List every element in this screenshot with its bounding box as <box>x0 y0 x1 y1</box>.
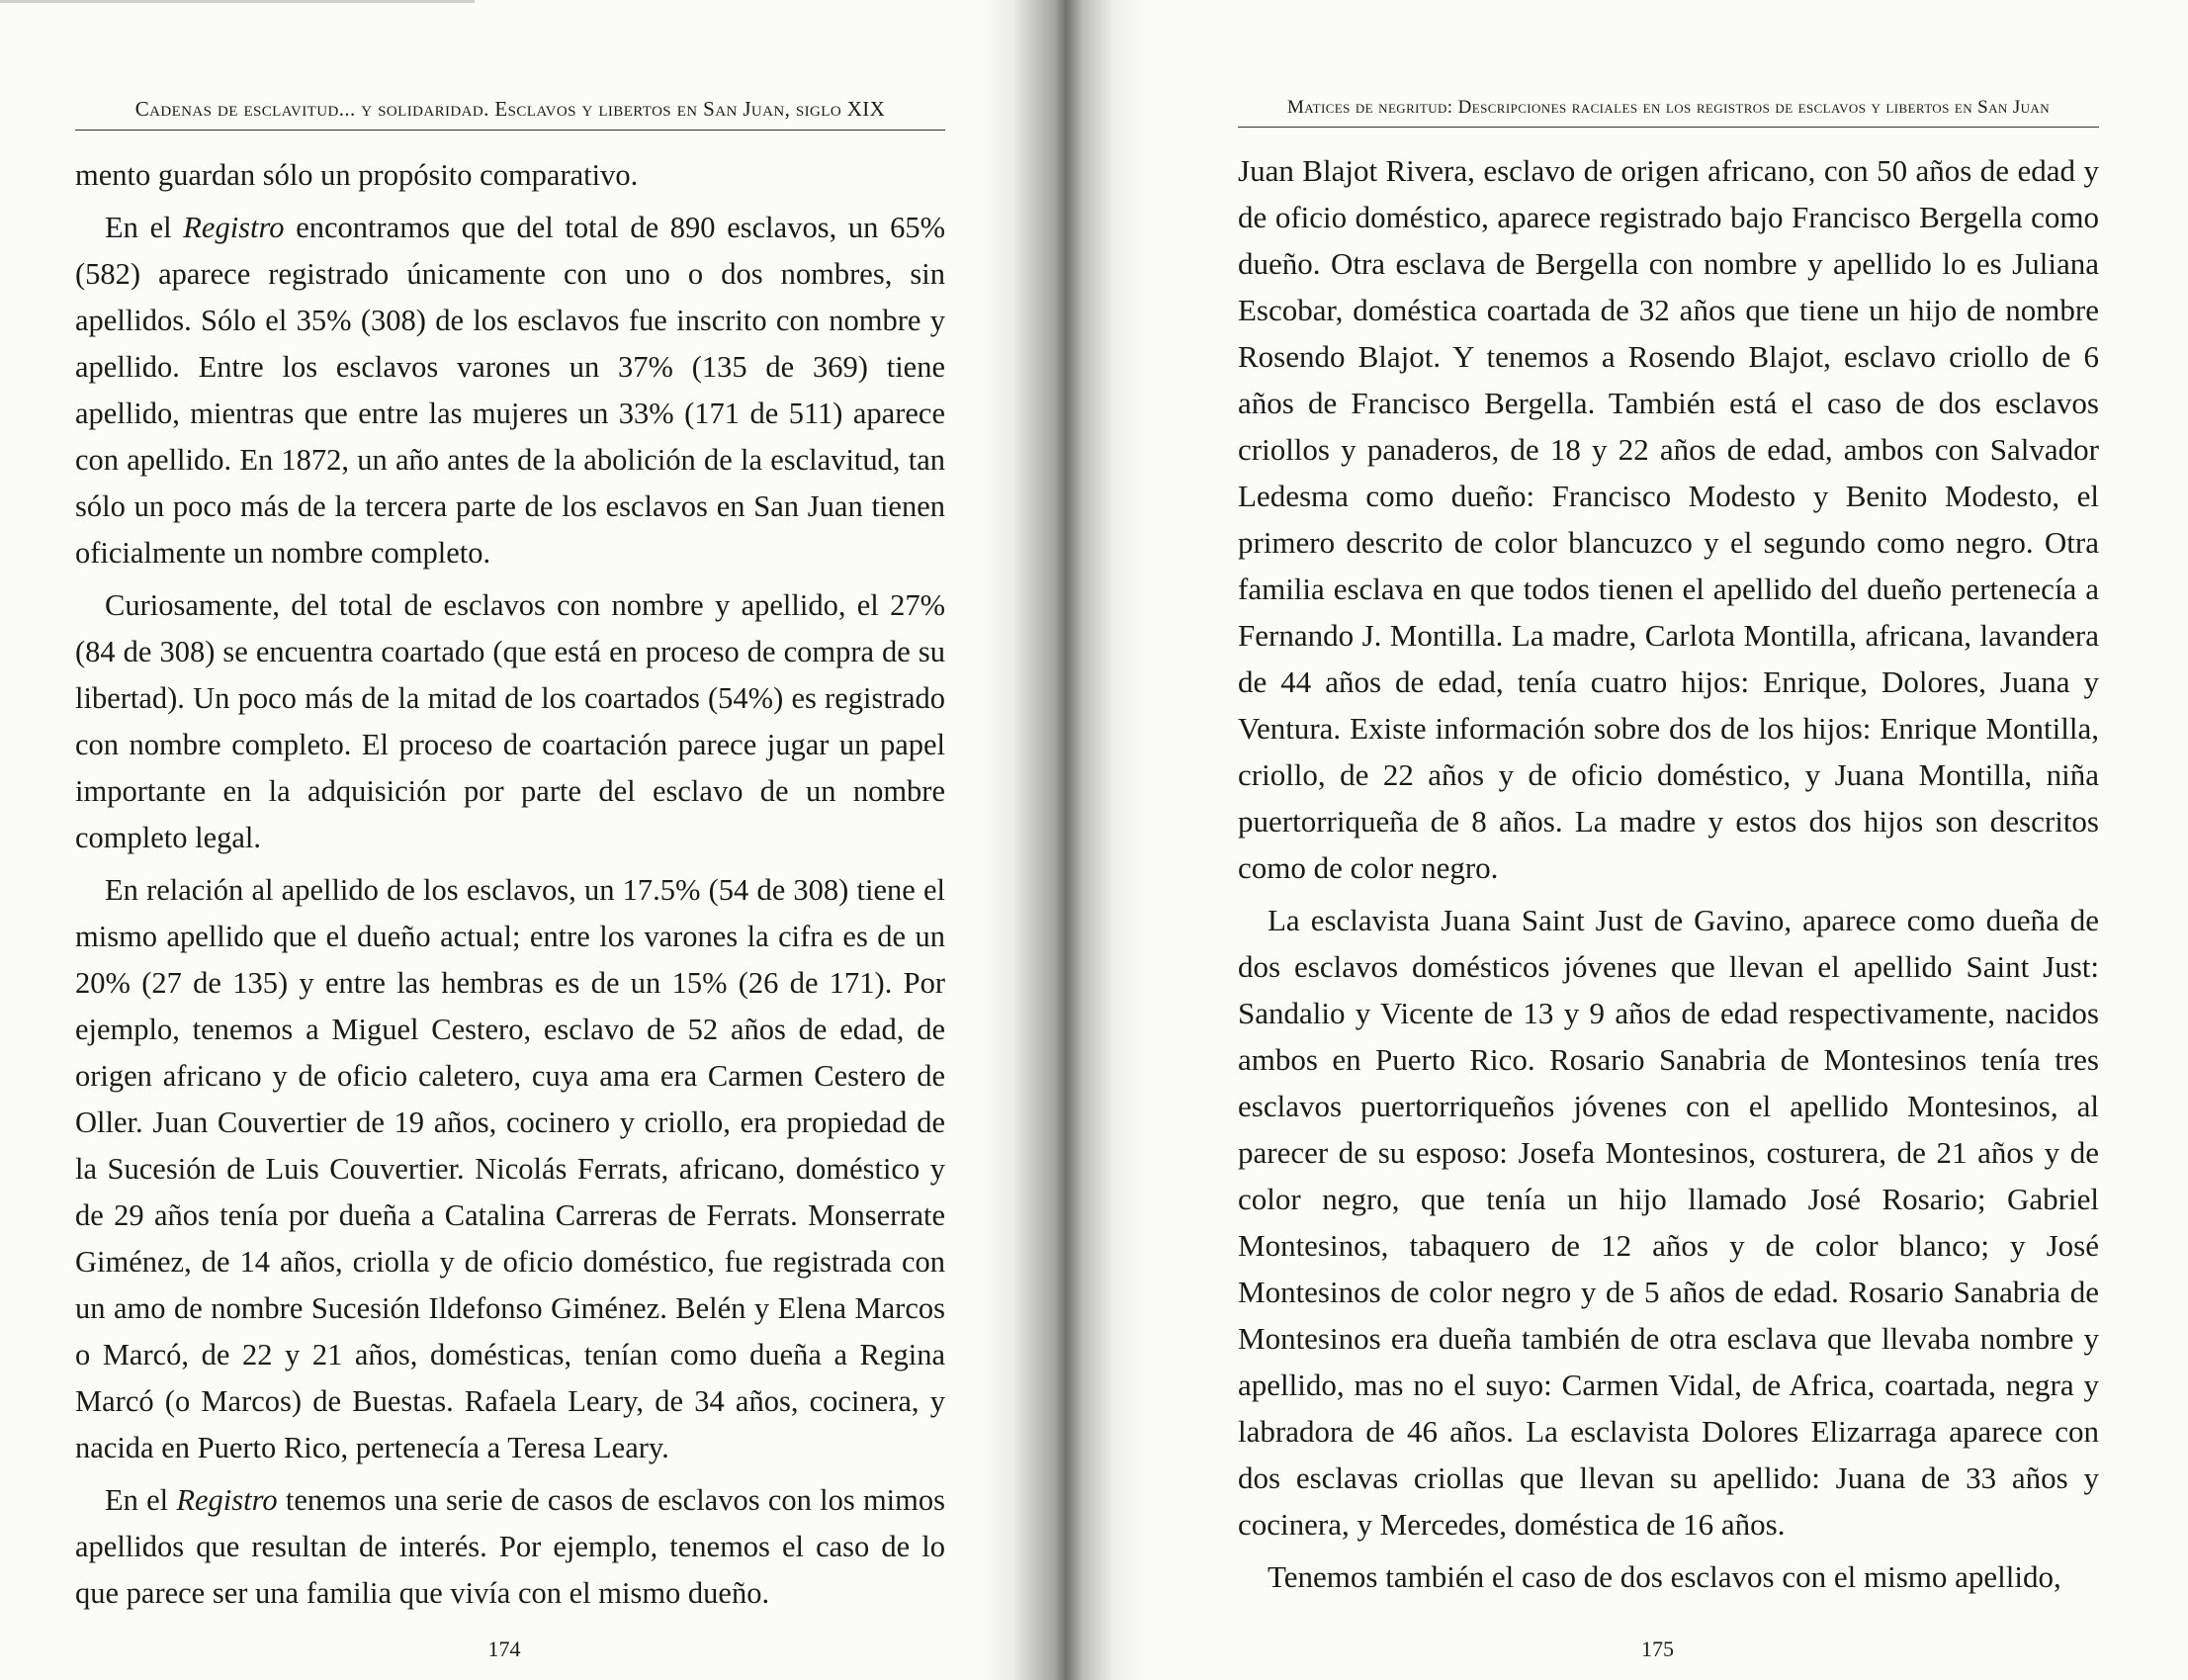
left-running-head: Cadenas de esclavitud... y solidaridad. Esclavos y libertos en San Juan, siglo XIX <box>75 97 945 131</box>
right-page <box>1147 0 2188 1680</box>
left-paragraph-4 <box>75 867 945 1471</box>
right-paragraph-1: Juan Blajot Rivera, esclavo de origen africano, con 50 años de edad y de oficio doméstico, aparece registrado bajo Francisco Bergella como dueño. Otra esclava de Bergella con nombre y apellido lo es Juliana Escobar, doméstica coartada de 32 años que tiene un hijo de nombre Rosendo Blajot. Y tenemos a Rosendo Blajot, esclavo criollo de 6 años de Francisco Bergella. También está el caso de dos esclavos criollos y panaderos, de 18 y 22 años de edad, ambos con Salvador Ledesma como dueño: Francisco Modesto y Benito Modesto, el primero descrito de color blancuzco y el segundo como negro. Otra familia esclava en que todos tienen el apellido del dueño pertenecía a Fernando J. Montilla. La madre, Carlota Montilla, africana, lavandera de 44 años de edad, tenía cuatro hijos: Enrique, Dolores, Juana y Ventura. Existe información sobre dos de los hijos: Enrique Montilla, criollo, de 22 años y de oficio doméstico, y Juana Montilla, niña puertorriqueña de 8 años. La madre y estos dos hijos son descritos como de color negro. <box>1238 153 2099 885</box>
left-p5-text-a: En el <box>105 1483 177 1517</box>
left-page-number: 174 <box>487 1636 521 1661</box>
left-p5-text-b: tenemos una serie de casos de esclavos con los mimos apellidos que resultan de interés. Por ejemplo, tenemos el caso de lo que parece ser una familia que vivía con el mismo dueño. <box>75 1483 945 1610</box>
left-p4-text: En relación al apellido de los esclavos, un 17.5% (54 de 308) tiene el mismo apellido que el dueño actual; entre los varones la cifra es de un 20% (27 de 135) y entre las hembras es de un 15% (26 de 171). Por ejemplo, tenemos a Miguel Cestero, esclavo de 52 años de edad, de origen africano y de oficio caletero, cuya ama era Carmen Cestero de Oller. Juan Couvertier de 19 años, cocinero y criollo, era propiedad de la Sucesión de Luis Couvertier. Nicolás Ferrats, africano, doméstico y de 29 años tenía por dueña a Catalina Carreras de Ferrats. Monserrate Giménez, de 14 años, criolla y de oficio doméstico, fue registrada con un amo de nombre Sucesión Ildefonso Giménez. Belén y Elena Marcos o Marcó, de 22 y 21 años, domésticas, tenían como dueña a Regina Marcó (o Marcos) de Buestas. Rafaela Leary, de 34 años, cocinera, y nacida en Puerto Rico, pertenecía a Teresa Leary. <box>75 873 945 1464</box>
left-p2-registro-italic: Registro <box>183 211 285 244</box>
right-running-head: Matices de negritud: Descripciones raciales en los registros de esclavos y libertos en San Juan <box>1238 97 2099 128</box>
right-paragraph-3: Tenemos también el caso de dos esclavos con el mismo apellido, <box>1268 1559 2061 1594</box>
left-p3-text: Curiosamente, del total de esclavos con nombre y apellido, el 27% (84 de 308) se encuentra coartado (que está en proceso de compra de su libertad). Un poco más de la mitad de los coartados (54%) es registrado con nombre completo. El proceso de coartación parece jugar un papel importante en la adquisición por parte del esclavo de un nombre completo legal. <box>75 588 945 854</box>
left-p1-text: mento guardan sólo un propósito comparativo. <box>75 158 639 192</box>
left-paragraph-2 <box>75 205 945 576</box>
left-p2-text-a: En el <box>105 211 184 244</box>
book-gutter-shadow <box>979 0 1147 1680</box>
right-body-text <box>1238 147 2099 1600</box>
left-p2-text-b: encontramos que del total de 890 esclavos, un 65% (582) aparece registrado únicamente con uno o dos nombres, sin apellidos. Sólo el 35% (308) de los esclavos fue inscrito con nombre y apellido. Entre los esclavos varones un 37% (135 de 369) tiene apellido, mientras que entre las mujeres un 33% (171 de 511) aparece con apellido. En 1872, un año antes de la abolición de la esclavitud, tan sólo un poco más de la tercera parte de los esclavos en San Juan tienen oficialmente un nombre completo. <box>75 211 945 570</box>
right-page-number: 175 <box>1641 1636 1674 1661</box>
left-p5-registro-italic: Registro <box>176 1483 278 1517</box>
left-paragraph-1 <box>75 152 945 199</box>
left-paragraph-5 <box>75 1477 945 1617</box>
left-paragraph-3 <box>75 582 945 861</box>
left-page <box>0 0 989 1680</box>
right-paragraph-2: La esclavista Juana Saint Just de Gavino, aparece como dueña de dos esclavos domésticos jóvenes que llevan el apellido Saint Just: Sandalio y Vicente de 13 y 9 años de edad respectivamente, nacidos ambos en Puerto Rico. Rosario Sanabria de Montesinos tenía tres esclavos puertorriqueños jóvenes con el apellido Montesinos, al parecer de su esposo: Josefa Montesinos, costurera, de 21 años y de color negro, que tenía un hijo llamado José Rosario; Gabriel Montesinos, tabaquero de 12 años y de color blanco; y José Montesinos de color negro y de 5 años de edad. Rosario Sanabria de Montesinos era dueña también de otra esclava que llevaba nombre y apellido, mas no el suyo: Carmen Vidal, de Africa, coartada, negra y labradora de 46 años. La esclavista Dolores Elizarraga aparece con dos esclavas criollas que llevan su apellido: Juana de 33 años y cocinera, y Mercedes, doméstica de 16 años. <box>1238 903 2099 1542</box>
left-body-text <box>75 152 945 1617</box>
